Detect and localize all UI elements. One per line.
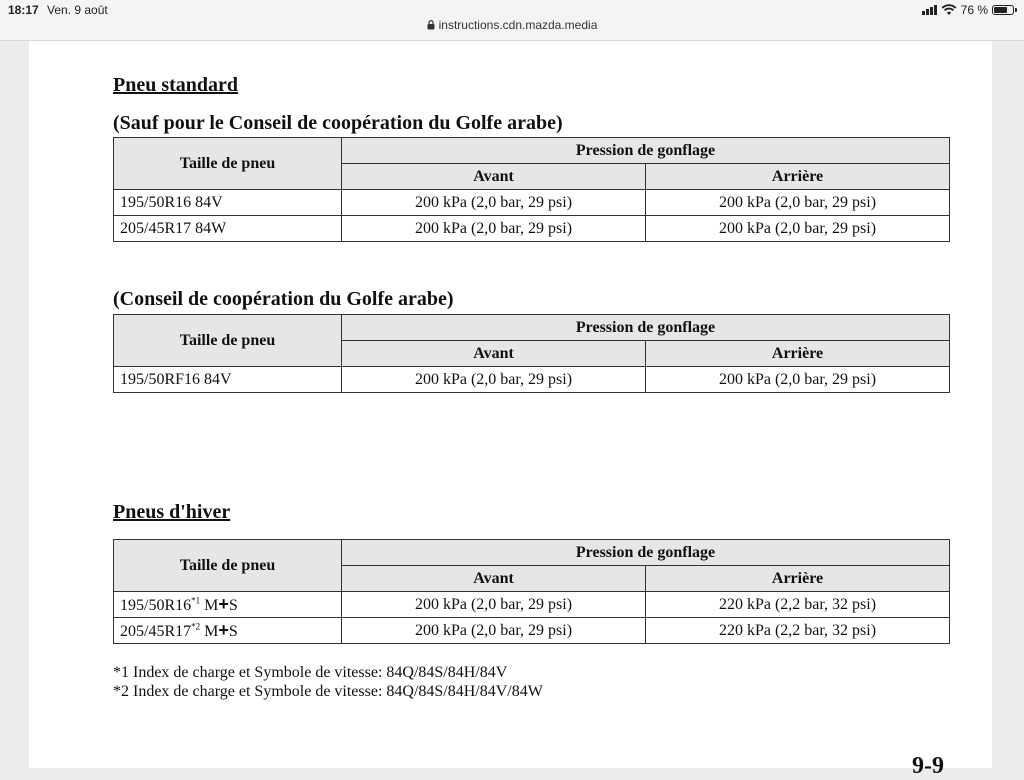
page-number: 9-9 <box>912 753 944 779</box>
tire-pressure-table-standard <box>113 137 950 242</box>
footnote-marker: *2 <box>191 621 201 632</box>
header-pressure: Pression de gonflage <box>342 540 950 566</box>
header-tire-size: Taille de pneu <box>114 540 342 592</box>
date: Ven. 9 août <box>47 3 108 17</box>
cell-size: 205/45R17$^{*2}$ M+S <box>114 618 342 644</box>
cell-size: 195/50R16 84V <box>114 190 342 216</box>
subtitle-non-gcc: (Sauf pour le Conseil de coopération du Golfe arabe) <box>113 112 563 134</box>
section-title-standard: Pneu standard <box>113 74 239 96</box>
header-pressure: Pression de gonflage <box>342 138 950 164</box>
header-rear: Arrière <box>646 341 950 367</box>
wifi-icon <box>941 4 957 16</box>
footnote-2: *2 Index de charge et Symbole de vitesse: 84Q/84S/84H/84V/84W <box>113 683 543 700</box>
header-rear: Arrière <box>646 164 950 190</box>
clock: 18:17 <box>8 3 39 17</box>
table-row <box>114 592 950 618</box>
url-text: instructions.cdn.mazda.media <box>438 18 598 32</box>
cell-front: 200 kPa (2,0 bar, 29 psi) <box>342 618 646 644</box>
cell-size: 195/50R16$^{*1}$ M+S <box>114 592 342 618</box>
address-bar[interactable] <box>0 18 1024 32</box>
table-row <box>114 618 950 644</box>
table-row <box>114 190 950 216</box>
cell-rear: 220 kPa (2,2 bar, 32 psi) <box>646 618 950 644</box>
footnote-marker: *1 <box>191 595 201 606</box>
tire-pressure-table-gcc <box>113 314 950 393</box>
header-tire-size: Taille de pneu <box>114 315 342 367</box>
cell-front: 200 kPa (2,0 bar, 29 psi) <box>342 367 646 393</box>
battery-percentage: 76 % <box>960 3 988 17</box>
cell-rear: 220 kPa (2,2 bar, 32 psi) <box>646 592 950 618</box>
section-title-winter: Pneus d'hiver <box>113 501 231 523</box>
cell-size: 205/45R17 84W <box>114 216 342 242</box>
cell-front: 200 kPa (2,0 bar, 29 psi) <box>342 216 646 242</box>
cell-size: 195/50RF16 84V <box>114 367 342 393</box>
header-front: Avant <box>342 341 646 367</box>
cell-front: 200 kPa (2,0 bar, 29 psi) <box>342 190 646 216</box>
cell-rear: 200 kPa (2,0 bar, 29 psi) <box>646 216 950 242</box>
status-icons <box>922 3 1014 17</box>
subtitle-gcc: (Conseil de coopération du Golfe arabe) <box>113 288 454 310</box>
cell-front: 200 kPa (2,0 bar, 29 psi) <box>342 592 646 618</box>
header-front: Avant <box>342 566 646 592</box>
lock-icon <box>427 20 435 30</box>
status-bar <box>0 0 1024 41</box>
header-pressure: Pression de gonflage <box>342 315 950 341</box>
table-row <box>114 367 950 393</box>
cell-rear: 200 kPa (2,0 bar, 29 psi) <box>646 367 950 393</box>
document-page <box>29 41 992 779</box>
cell-rear: 200 kPa (2,0 bar, 29 psi) <box>646 190 950 216</box>
battery-icon <box>992 5 1014 15</box>
header-rear: Arrière <box>646 566 950 592</box>
header-tire-size: Taille de pneu <box>114 138 342 190</box>
cellular-signal-icon <box>922 5 937 15</box>
table-row <box>114 216 950 242</box>
tire-pressure-table-winter <box>113 539 950 644</box>
header-front: Avant <box>342 164 646 190</box>
footnote-1: *1 Index de charge et Symbole de vitesse: 84Q/84S/84H/84V <box>113 664 508 681</box>
